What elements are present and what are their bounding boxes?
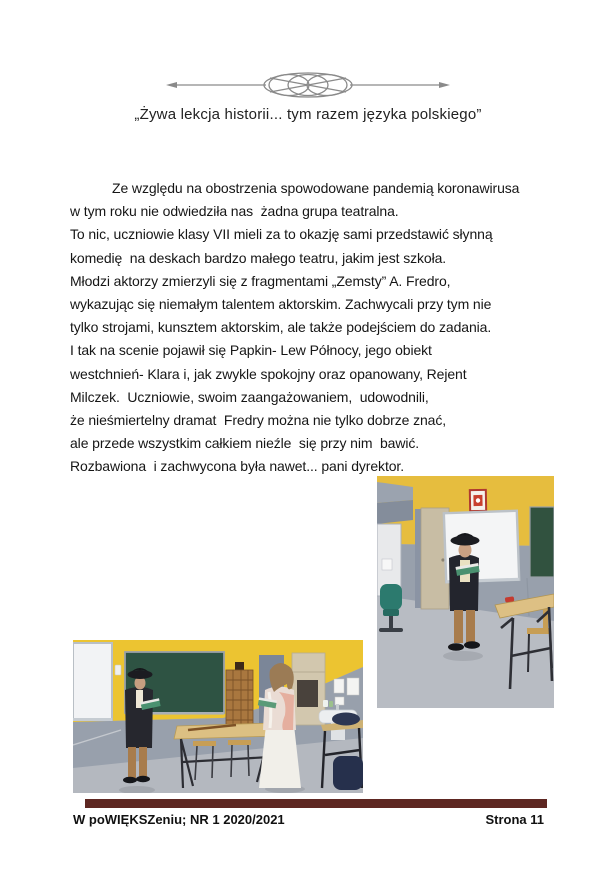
footer-rule-bar — [85, 799, 547, 808]
text-line: To nic, uczniowie klasy VII mieli za to okazję sami przedstawić słynną — [70, 226, 493, 243]
text-line: wykazując się niemałym talentem aktorskim. Zachwycali przy tym nie — [70, 295, 492, 312]
photo-actor-tricorn-classroom — [377, 476, 554, 708]
text-line: komedię na deskach bardzo małego teatru, jakim jest szkoła. — [70, 249, 447, 266]
text-line: że nieśmiertelny dramat Fredry można nie tylko dobrze znać, — [70, 411, 447, 428]
article-paragraph — [70, 177, 556, 478]
text-line: I tak na scenie pojawił się Papkin- Lew Północy, jego obiekt — [70, 342, 432, 359]
text-line: Rozbawiona i zachwycona była nawet... pani dyrektor. — [70, 458, 404, 475]
text-line: Młodzi aktorzy zmierzyli się z fragmentami „Zemsty” A. Fredro, — [70, 272, 451, 289]
text-line: w tym roku nie odwiedziła nas żadna grupa teatralna. — [70, 203, 399, 220]
text-line: Ze względu na obostrzenia spowodowane pandemią koronawirusa — [112, 180, 520, 196]
knot-divider-ornament — [166, 66, 450, 104]
footer-issue-label: W poWIĘKSZeniu; NR 1 2020/2021 — [73, 812, 285, 827]
photo-performance-scene-classroom — [73, 640, 363, 793]
text-line: ale przede wszystkim całkiem nieźle się przy nim bawić. — [70, 435, 420, 452]
footer-page-number: Strona 11 — [485, 812, 544, 827]
text-line: tylko strojami, kunsztem aktorskim, ale także podejściem do zadania. — [70, 319, 492, 336]
page-title: „Żywa lekcja historii... tym razem języka polskiego” — [134, 106, 482, 123]
text-line: Milczek. Uczniowie, swoim zaangażowaniem, udowodnili, — [70, 388, 429, 405]
text-line: westchnień- Klara i, jak zwykle spokojny oraz opanowany, Rejent — [70, 365, 467, 382]
